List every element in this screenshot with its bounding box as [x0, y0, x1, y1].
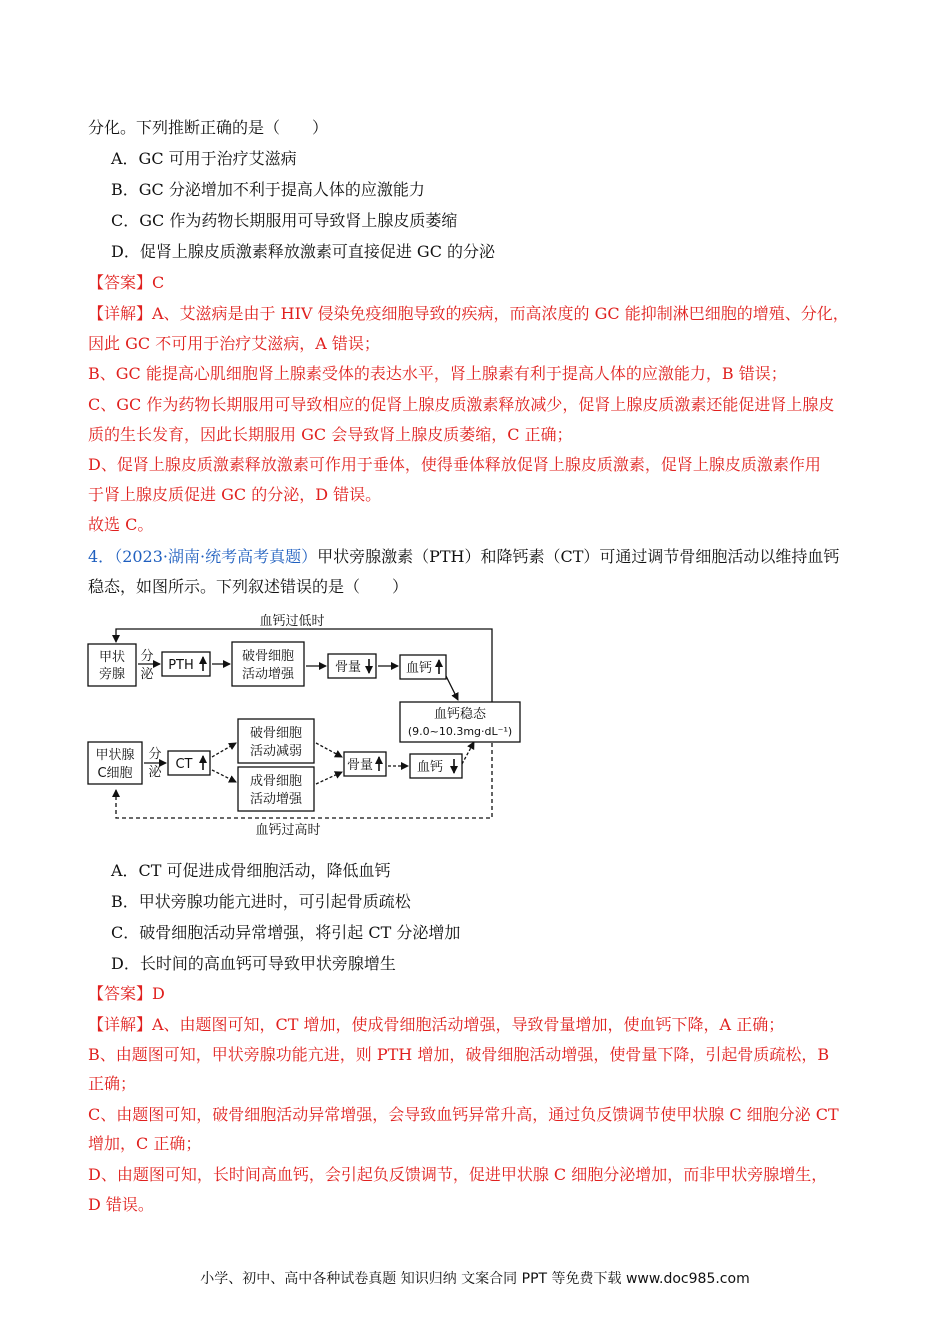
q3-stem-tail: 分化。下列推断正确的是（ ）	[88, 118, 329, 137]
q4-stem-line-1	[88, 546, 839, 568]
secrete-label: 分	[148, 747, 162, 762]
q4-answer: 【答案】D	[88, 984, 165, 1003]
q3-option-a: A．GC 可用于治疗艾滋病	[111, 149, 297, 168]
q3-explanation-line: B、GC 能提高心肌细胞肾上腺素受体的表达水平，肾上腺素有利于提高人体的应激能力，B 错误；	[88, 364, 787, 383]
q4-number: 4．	[88, 547, 115, 566]
q4-source: （2023·湖南·统考高考真题）	[114, 547, 318, 566]
q4-explanation-line: 正确；	[88, 1074, 137, 1093]
q4-explanation-line: C、由题图可知，破骨细胞活动异常增强，会导致血钙异常升高，通过负反馈调节使甲状腺 C 细胞分泌 CT	[88, 1105, 839, 1124]
q3-explanation-line: 因此 GC 不可用于治疗艾滋病，A 错误；	[88, 334, 380, 353]
diagram-top-label: 血钙过低时	[259, 614, 325, 629]
pth-label: PTH	[168, 658, 194, 673]
q3-option-c: C．GC 作为药物长期服用可导致肾上腺皮质萎缩	[111, 211, 458, 230]
blood-calcium-label: 血钙	[416, 760, 444, 775]
secrete-label: 泌	[148, 765, 162, 780]
osteoclast-down-label: 破骨细胞	[249, 726, 303, 741]
bone-mass-label: 骨量	[346, 758, 374, 773]
q3-explanation-line: 【详解】A、艾滋病是由于 HIV 侵染免疫细胞导致的疾病，而高浓度的 GC 能抑制淋巴细胞的增殖、分化，	[88, 304, 849, 323]
osteoclast-up-label: 活动增强	[241, 667, 295, 682]
q3-explanation-line: 质的生长发育，因此长期服用 GC 会导致肾上腺皮质萎缩，C 正确；	[88, 425, 573, 444]
homeostasis-label: 血钙稳态	[433, 707, 487, 722]
q4-option-b: B．甲状旁腺功能亢进时，可引起骨质疏松	[111, 892, 411, 911]
q4-explanation-line: D、由题图可知，长时间高血钙，会引起负反馈调节，促进甲状腺 C 细胞分泌增加，而非甲状旁腺增生，	[88, 1165, 828, 1184]
secrete-label: 分	[140, 649, 154, 664]
secrete-label: 泌	[140, 667, 154, 682]
q4-option-a: A．CT 可促进成骨细胞活动，降低血钙	[111, 861, 391, 880]
q4-option-c: C．破骨细胞活动异常增强，将引起 CT 分泌增加	[111, 923, 461, 942]
q3-option-d: D．促肾上腺皮质激素释放激素可直接促进 GC 的分泌	[111, 242, 496, 261]
q4-explanation-line: B、由题图可知，甲状旁腺功能亢进，则 PTH 增加，破骨细胞活动增强，使骨量下降，引起骨质疏松，B	[88, 1045, 830, 1064]
q3-answer: 【答案】C	[88, 273, 165, 292]
thyroid-c-label: C细胞	[97, 766, 133, 781]
q3-explanation-line: D、促肾上腺皮质激素释放激素可作用于垂体，使得垂体释放促肾上腺皮质激素，促肾上腺皮质激素作用	[88, 455, 821, 474]
thyroid-c-label: 甲状腺	[95, 748, 135, 763]
osteoblast-up-label: 活动增强	[249, 792, 303, 807]
q3-explanation-line: C、GC 作为药物长期服用可导致相应的促肾上腺皮质激素释放减少，促肾上腺皮质激素还能促进肾上腺皮	[88, 395, 835, 414]
homeostasis-range: (9.0~10.3mg·dL⁻¹)	[407, 725, 513, 738]
ct-label: CT	[175, 757, 193, 772]
q3-conclusion: 故选 C。	[88, 515, 154, 534]
osteoblast-up-label: 成骨细胞	[249, 774, 303, 789]
parathyroid-label: 甲状	[98, 650, 126, 665]
q3-option-b: B．GC 分泌增加不利于提高人体的应激能力	[111, 180, 425, 199]
q4-explanation-line: 增加，C 正确；	[88, 1134, 202, 1153]
q4-explanation-line: 【详解】A、由题图可知，CT 增加，使成骨细胞活动增强，导致骨量增加，使血钙下降，A 正确；	[88, 1015, 785, 1034]
q3-explanation-line: 于肾上腺皮质促进 GC 的分泌，D 错误。	[88, 485, 382, 504]
q4-stem: 甲状旁腺激素（PTH）和降钙素（CT）可通过调节骨细胞活动以维持血钙	[317, 547, 840, 566]
blood-calcium-label: 血钙	[405, 661, 433, 676]
calcium-regulation-diagram	[84, 608, 529, 840]
q4-option-d: D．长时间的高血钙可导致甲状旁腺增生	[111, 954, 396, 973]
osteoclast-down-label: 活动减弱	[249, 744, 303, 759]
osteoclast-up-label: 破骨细胞	[241, 649, 295, 664]
page-footer: 小学、初中、高中各种试卷真题 知识归纳 文案合同 PPT 等免费下载 www.doc985.com	[200, 1271, 750, 1287]
q4-stem-line-2: 稳态，如图所示。下列叙述错误的是（ ）	[88, 577, 409, 596]
q4-explanation-line: D 错误。	[88, 1195, 154, 1214]
parathyroid-label: 旁腺	[98, 667, 126, 682]
diagram-bottom-label: 血钙过高时	[255, 823, 321, 838]
bone-mass-label: 骨量	[334, 660, 362, 675]
